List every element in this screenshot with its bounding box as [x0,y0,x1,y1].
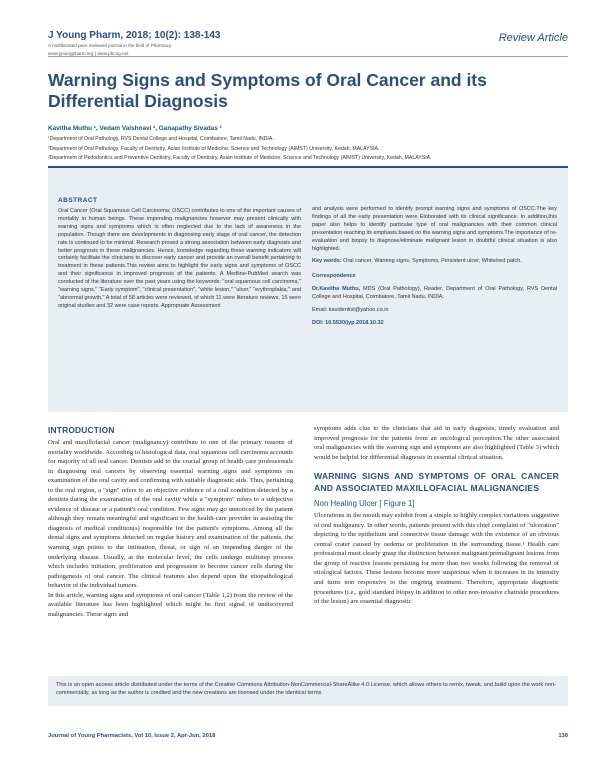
keywords-list: Oral cancer, Warning signs, Symptoms, Persistent ulcer, White/red patch. [341,258,522,265]
affiliation-1: ¹Department of Oral Pathology, RVS Dental College and Hospital, Coimbatore, Tamil Nadu, INDIA. [48,136,274,142]
keywords-label: Key words: [312,258,342,265]
article-title: Warning Signs and Symptoms of Oral Cancer and its Differential Diagnosis [48,70,487,111]
subsection-heading: Non Healing Ulcer [ Figure 1] [314,499,415,509]
article-type: Review Article [498,32,568,44]
affiliation-3: ³Department of Pedodontics and Preventive Dentistry, Faculty of Dentistry, Asian Institute of Medicine, Science and Technology (AIMST) University, Kedah, MALAYSIA. [48,155,432,161]
right-paragraph-1: symptoms adds clue to the clinicians that aid in early diagnosis, timely evaluation and improved prognosis for the patients from an oncological perception.The other associated oral malignancies with the warning sign and symptoms are also highlighted (Table 3) which would be helpful for differential diagnosis in essential clinical situation. [314,425,559,461]
correspondence-email[interactable]: Email: kavidentist@yahoo.co.in [312,307,389,314]
header-divider [48,56,568,57]
journal-citation: J Young Pharm, 2018; 10(2): 138-143 [48,30,221,41]
abstract-right-column [312,206,557,328]
footer-journal-issue: Journal of Young Pharmacists, Vol 10, Issue 2, Apr-Jun, 2018 [48,733,216,739]
page-number: 138 [558,733,568,739]
journal-url[interactable]: www.jyoungpharm.org | www.phcog.net [48,51,129,56]
journal-description: A multifaceted peer reviewed journal in the field of Pharmacy [48,43,172,48]
abstract-heading: ABSTRACT [58,197,98,204]
correspondence-address: MDS (Oral Pathology), Reader, Department of Oral Pathology, RVS Dental College and Hospital, Coimbatore, Tamil Nadu, INDIA. [312,286,557,301]
correspondence-heading: Correspondence [312,273,356,280]
page-footer [48,733,568,739]
author-list: Kavitha Muthu ¹, Vedam Vaishnavi ², Ganapathy Sivadas ³ [48,125,222,132]
doi[interactable]: DOI: 10.5530/jyp.2018.10.32 [312,319,384,326]
correspondence [312,286,557,302]
intro-paragraph-1: Oral and maxillofacial cancer (malignancy) contribute to one of the primary reasons of mortality worldwide. According to histological data, oral squamous cell carcinoma accounts for majority of all oral cancer. Dentists add to the crucial group of health care professionals in diagnosing oral cancers by observing essential warning signs and symptoms on examination of the oral cavity and confirming with suitable diagnostic aids. Thus, pertaining to the oral region, a "sign" refers to an objective evidence of a oral condition detected by a dentists during the examination of the oral cavity while a "symptom" refers to a subjective evidence of disease or a patient's oral condition. Few signs may go unnoticed by the patient although they remain meaningful and significant to the health-care provider in assisting the diagnosis of medical condition(s) responsible for the patient's symptoms. Among all the dental signs and symptoms detected on regular history and examination of the patients, the warning sign points to the intimation, threat, or sign of an impending danger of the underlying disease. Usually, at the molecular level, the cells undergo multistep process which includes initiation, proliferation and progression to become cancer cells during the pathogenesis of oral cancer. The clinical features also depend upon the etiopathological behavior of the individual tumors. [48,439,293,590]
affiliation-2: ²Department of Oral Pathology, Faculty of Dentistry, Asian Institute of Medicine, Science and Technology (AIMST) University, Kedah, MALAYSIA. [48,145,380,152]
abstract-text-left: Oral Cancer (Oral Squamous Cell Carcinoma; OSCC) contributes to one of the important causes of mortality in human beings. These impending malignancies however may present clinically with warning signs and symptoms which is often neglected due to the lack of awareness in the population. Though there are developments in diagnosing early stage of oral cancer, the detection rate is continued to be minimal. Research proved a strong association between early diagnosis and better prognosis in these malignancies. Hence, knowledge regarding these warning indicators will certainly facilitate the clinicians to discover early cancer and provide an overall benefit pertaining to treatment in these patients.This review aims to highlight the early signs and symptoms of OSCC and their significance in improved prognosis of the patients. A Medline-PubMed search was conducted of the literature over the past years using the keywords: "oral squamous cell carcinoma," "warning signs," "Early symptom", "clinical presentation", "white lesion," "ulcer," "erythroplakia," and "abnormal growth." A total of 58 articles were reviewed, of which 11 were literature reviews, 15 were original studies and 32 were case reports. Appropriate Assessment [58,208,301,309]
keywords [312,258,557,266]
affiliations [48,135,568,164]
intro-paragraph-2: In this article, warning signs and symptoms of oral cancer (Table 1,2) from the review of the available literature has been highlighted which might be first signal of undiscovered malignancies. These signs and [48,591,293,618]
abstract-top-rule [48,166,568,168]
right-paragraph-2: Ulcerations in the mouth may exhibit from a simple to highly complex variations suggestive of oral malignancy. In other words, patients present with this chief complaint of "ulceration" depicting to the epithelium and connective tissue damage with the existence of an obvious central crater caused by oedema or proliferation in the surrounding tissue.¹ Health care professional must clearly grasp the distinction between malignant/premalignant lesions from the group of reactive lesions persisting for more than two weeks following the removal of etiological factors. These lesions become more suspicious when it increases in its intensity and turns non responsive to the ongoing treatment. Therefore, appropriate diagnostic procedures (i.e., gold standard biopsy in addition to other non-invasive chairside procedures of the lesion) are essential diagnostic [314,512,559,606]
left-column [48,438,293,619]
introduction-heading: INTRODUCTION [48,425,115,435]
right-column [314,424,559,607]
journal-header [48,30,568,70]
abstract-text-right: and analysis were performed to identify prompt warning signs and symptoms of OSCC.The key findings of all the early presentation were Eloborated with its clinical significance. In addition,this paper also helps to identify particular type of oral malignancies with their common clinical presentation reaching its emphasis based on the warning signs and symptoms.The importance of re-evaluation and biopsy to diagnose/eliminate malignant lesion in doubtful clinical situation is also highlighted. [312,206,557,252]
correspondence-name: Dr.Kavitha Muthu, [312,286,361,293]
license-notice: This is an open access article distributed under the terms of the Creative Commons Attribution-NonCommercial-ShareAlike 4.0 License, which allows others to remix, tweak, and build upon the work non-commercially, as long as the author is credited and the new creations are licensed under the identical terms. [48,676,568,706]
section2-heading: WARNING SIGNS AND SYMPTOMS OF ORAL CANCER AND ASSOCIATED MAXILLOFACIAL MALIGNANCIES [314,471,559,493]
